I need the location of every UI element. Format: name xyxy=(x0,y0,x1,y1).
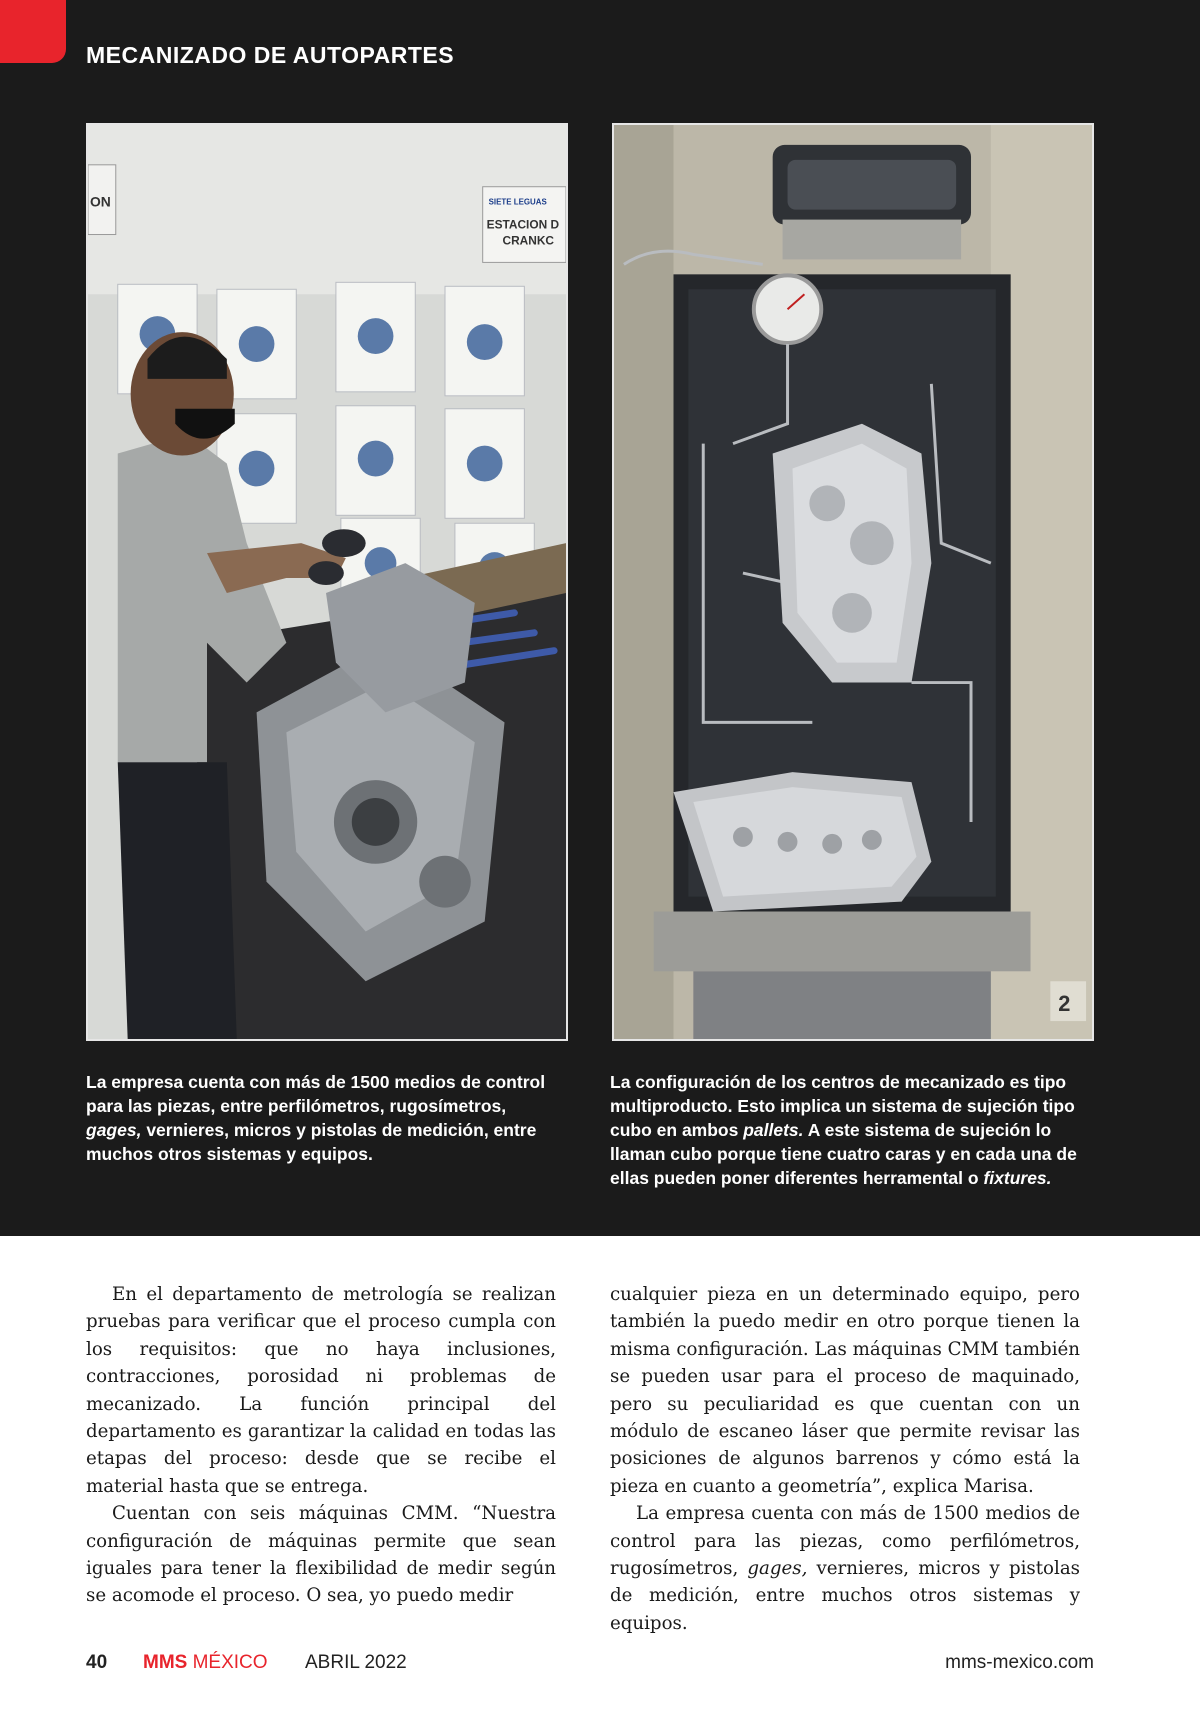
body-text: La empresa cuenta con más de 1500 medios de control para las piezas, como perfilómetros, rugosímetros, xyxy=(610,1503,1080,1580)
body-column-right xyxy=(610,1281,1080,1637)
caption-left-emphasis: gages, xyxy=(86,1120,142,1140)
caption-left-text-2: vernieres, micros y pistolas de medición, entre muchos otros sistemas y equipos. xyxy=(86,1120,537,1164)
caption-right xyxy=(610,1070,1080,1190)
photo-metrology-technician xyxy=(86,123,568,1041)
section-color-tab xyxy=(0,0,66,63)
caption-right-text-1: La configuración de los centros de mecanizado es tipo multiproducto. Esto implica un sistema de sujeción tipo cubo en ambos xyxy=(610,1072,1075,1140)
body-paragraph xyxy=(610,1500,1080,1637)
body-paragraph: cualquier pieza en un determinado equipo, pero también la puedo medir en otro porque tienen la misma configuración. Las máquinas CMM también se pueden usar para el proceso de maquinado, pero su peculiaridad es que cuentan con un módulo de escaneo láser que permite revisar las posiciones de algunos barrenos y cómo está la pieza en cuanto a geometría”, explica Marisa. xyxy=(610,1284,1080,1497)
section-title: MECANIZADO DE AUTOPARTES xyxy=(86,42,455,68)
brand-mexico: MÉXICO xyxy=(192,1652,268,1673)
body-emphasis: gages, xyxy=(747,1558,808,1580)
corner-sign-text: ON xyxy=(89,193,111,210)
caption-right-emphasis-2: fixtures. xyxy=(983,1168,1052,1188)
caption-right-emphasis-1: pallets. xyxy=(743,1120,804,1140)
photo-machining-fixture-cube xyxy=(612,123,1094,1041)
issue-date: ABRIL 2022 xyxy=(305,1652,407,1673)
body-paragraph: En el departamento de metrología se realizan pruebas para verificar que el proceso cumpla con los requisitos: que no haya inclusiones, contracciones, porosidad ni problemas de mecanizado. La función principal del departamento es garantizar la calidad en todas las etapas del proceso: desde que se recibe el material hasta que se entrega. xyxy=(86,1284,556,1497)
brand-mms: MMS xyxy=(143,1652,188,1673)
body-paragraph: Cuentan con seis máquinas CMM. “Nuestra configuración de máquinas permite que sean iguales para tener la flexibilidad de medir según se acomode el proceso. O sea, yo puedo medir xyxy=(86,1503,556,1607)
body-column-left xyxy=(86,1281,556,1610)
body-text: vernieres, micros y pistolas de medición, entre muchos otros sistemas y equipos. xyxy=(610,1558,1080,1634)
caption-left xyxy=(86,1070,556,1166)
caption-right-text-2: A este sistema de sujeción lo llaman cubo porque tiene cuatro caras y en cada una de ellas pueden poner diferentes herramental o xyxy=(610,1120,1077,1188)
corner-mark-text: 2 xyxy=(1058,991,1071,1017)
photo-metrology-technician-image xyxy=(88,125,566,1039)
magazine-brand xyxy=(143,1652,268,1678)
page-number: 40 xyxy=(86,1652,108,1673)
sign-line-1: ESTACION D xyxy=(486,217,560,232)
caption-left-text-1: La empresa cuenta con más de 1500 medios de control para las piezas, entre perfilómetros, rugosímetros, xyxy=(86,1072,546,1116)
sign-brand: SIETE LEGUAS xyxy=(488,197,547,207)
photo-machining-fixture-cube-image xyxy=(614,125,1092,1039)
sign-line-2: CRANKC xyxy=(502,233,555,248)
website-url: mms-mexico.com xyxy=(945,1652,1094,1673)
